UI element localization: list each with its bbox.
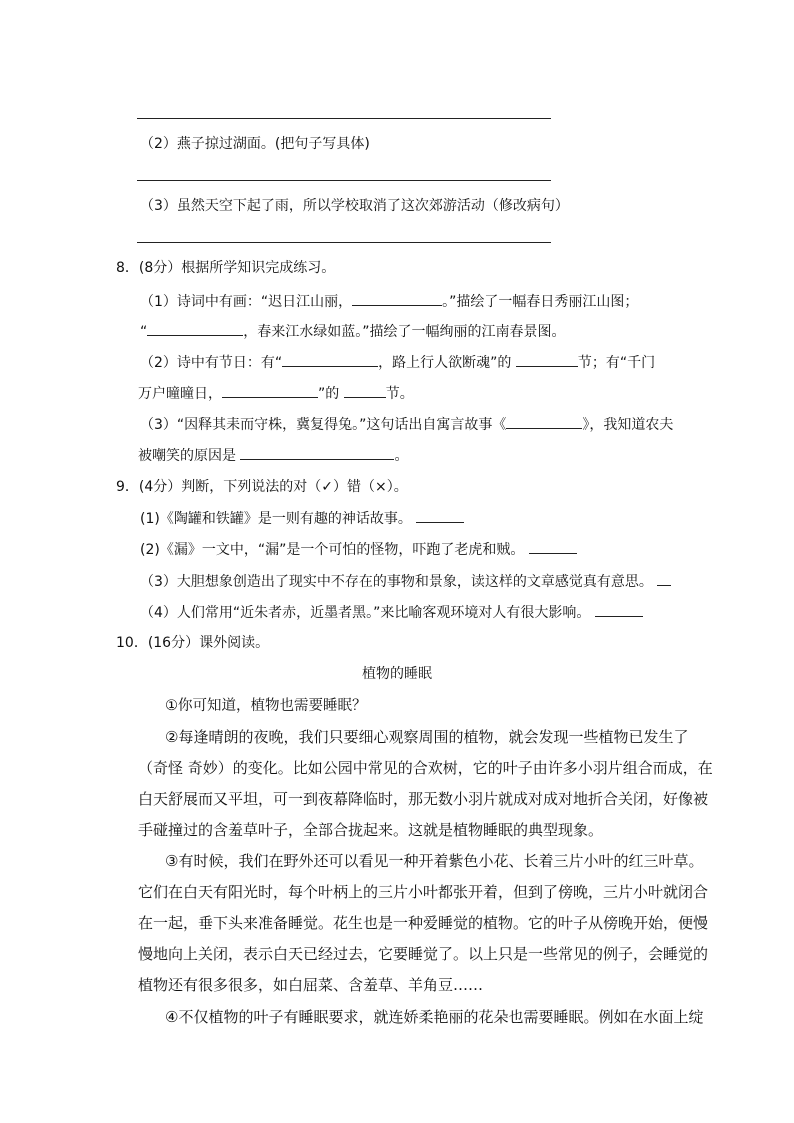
blank-field[interactable] [282,352,378,367]
q8-heading: 8．(8分）根据所学知识完成练习。 [116,260,336,276]
passage-paragraph-3-line: 植物还有很多很多，如白屈菜、含羞草、羊角豆…… [138,976,484,994]
passage-paragraph-2-line: （奇怪 奇妙）的变化。比如公园中常见的合欢树，它的叶子由许多小羽片组合而成，在 [138,759,713,777]
blank-field[interactable] [222,383,318,398]
answer-line-2[interactable] [137,180,551,181]
q7-item-2: （2）燕子掠过湖面。(把句子写具体) [140,136,370,152]
passage-paragraph-2-line: ②每逢晴朗的夜晚，我们只要细心观察周围的植物，就会发现一些植物已发生了 [165,728,689,746]
q8-line-1: （1）诗词中有画：“迟日江山丽， 。”描绘了一幅春日秀丽江山图； [140,291,638,312]
judgement-blank[interactable] [529,539,577,554]
q8-line-3: （2）诗中有节日：有“ ，路上行人欲断魂”的 节；有“千门 [140,352,655,373]
passage-paragraph-4: ④不仅植物的叶子有睡眠要求，就连娇柔艳丽的花朵也需要睡眠。例如在水面上绽 [165,1008,704,1026]
q8-line-4: 万户曈曈日， ”的 节。 [138,383,414,404]
q7-item-3: （3）虽然天空下起了雨，所以学校取消了这次郊游活动（修改病句） [140,198,569,214]
q10-heading: 10．(16分）课外阅读。 [116,635,270,651]
passage-paragraph-3-line: ③有时候，我们在野外还可以看见一种开着紫色小花、长着三片小叶的红三叶草。 [165,852,704,870]
blank-field[interactable] [240,445,394,460]
blank-field[interactable] [506,414,582,429]
passage-paragraph-3-line: 它们在白天有阳光时，每个叶柄上的三片小叶都张开着，但到了傍晚，三片小叶就闭合 [138,883,709,901]
passage-paragraph-3-line: 在一起，垂下头来准备睡觉。花生也是一种爱睡觉的植物。它的叶子从傍晚开始，便慢 [138,914,709,932]
judgement-blank[interactable] [595,602,643,617]
q8-line-2: “ ，春来江水绿如蓝。”描绘了一幅绚丽的江南春景图。 [140,321,566,342]
q9-item-1: (1)《陶罐和铁罐》是一则有趣的神话故事。 [140,508,464,529]
passage-paragraph-2-line: 白天舒展而又平坦，可一到夜幕降临时，那无数小羽片就成对成对地折合关闭，好像被 [138,790,709,808]
blank-field[interactable] [147,321,243,336]
q9-item-4: （4）人们常用“近朱者赤，近墨者黑。”来比喻客观环境对人有很大影响。 [140,602,643,623]
blank-field[interactable] [352,291,442,306]
judgement-blank[interactable] [416,508,464,523]
passage-paragraph-2-line: 手碰撞过的含羞草叶子，全部合拢起来。这就是植物睡眠的典型现象。 [138,821,604,839]
judgement-blank[interactable] [657,571,671,586]
passage-title: 植物的睡眠 [362,666,432,682]
answer-line-1[interactable] [137,118,551,119]
q9-item-3: （3）大胆想象创造出了现实中不存在的事物和景象，读这样的文章感觉真有意思。 [140,571,671,592]
q8-line-5: （3）“因释其耒而守株，冀复得兔。”这句话出自寓言故事《 》，我知道农夫 [140,414,673,435]
q9-item-2: (2)《漏》一文中，“漏”是一个可怕的怪物，吓跑了老虎和贼。 [140,539,577,560]
blank-field[interactable] [344,383,386,398]
q8-line-6: 被嘲笑的原因是 。 [138,445,408,466]
q9-heading: 9．(4分）判断，下列说法的对（✓）错（×）。 [116,479,408,495]
blank-field[interactable] [516,352,578,367]
passage-paragraph-3-line: 慢地向上关闭，表示白天已经过去，它要睡觉了。以上只是一些常见的例子，会睡觉的 [138,945,709,963]
passage-paragraph-1: ①你可知道，植物也需要睡眠？ [165,698,367,714]
answer-line-3[interactable] [137,242,551,243]
